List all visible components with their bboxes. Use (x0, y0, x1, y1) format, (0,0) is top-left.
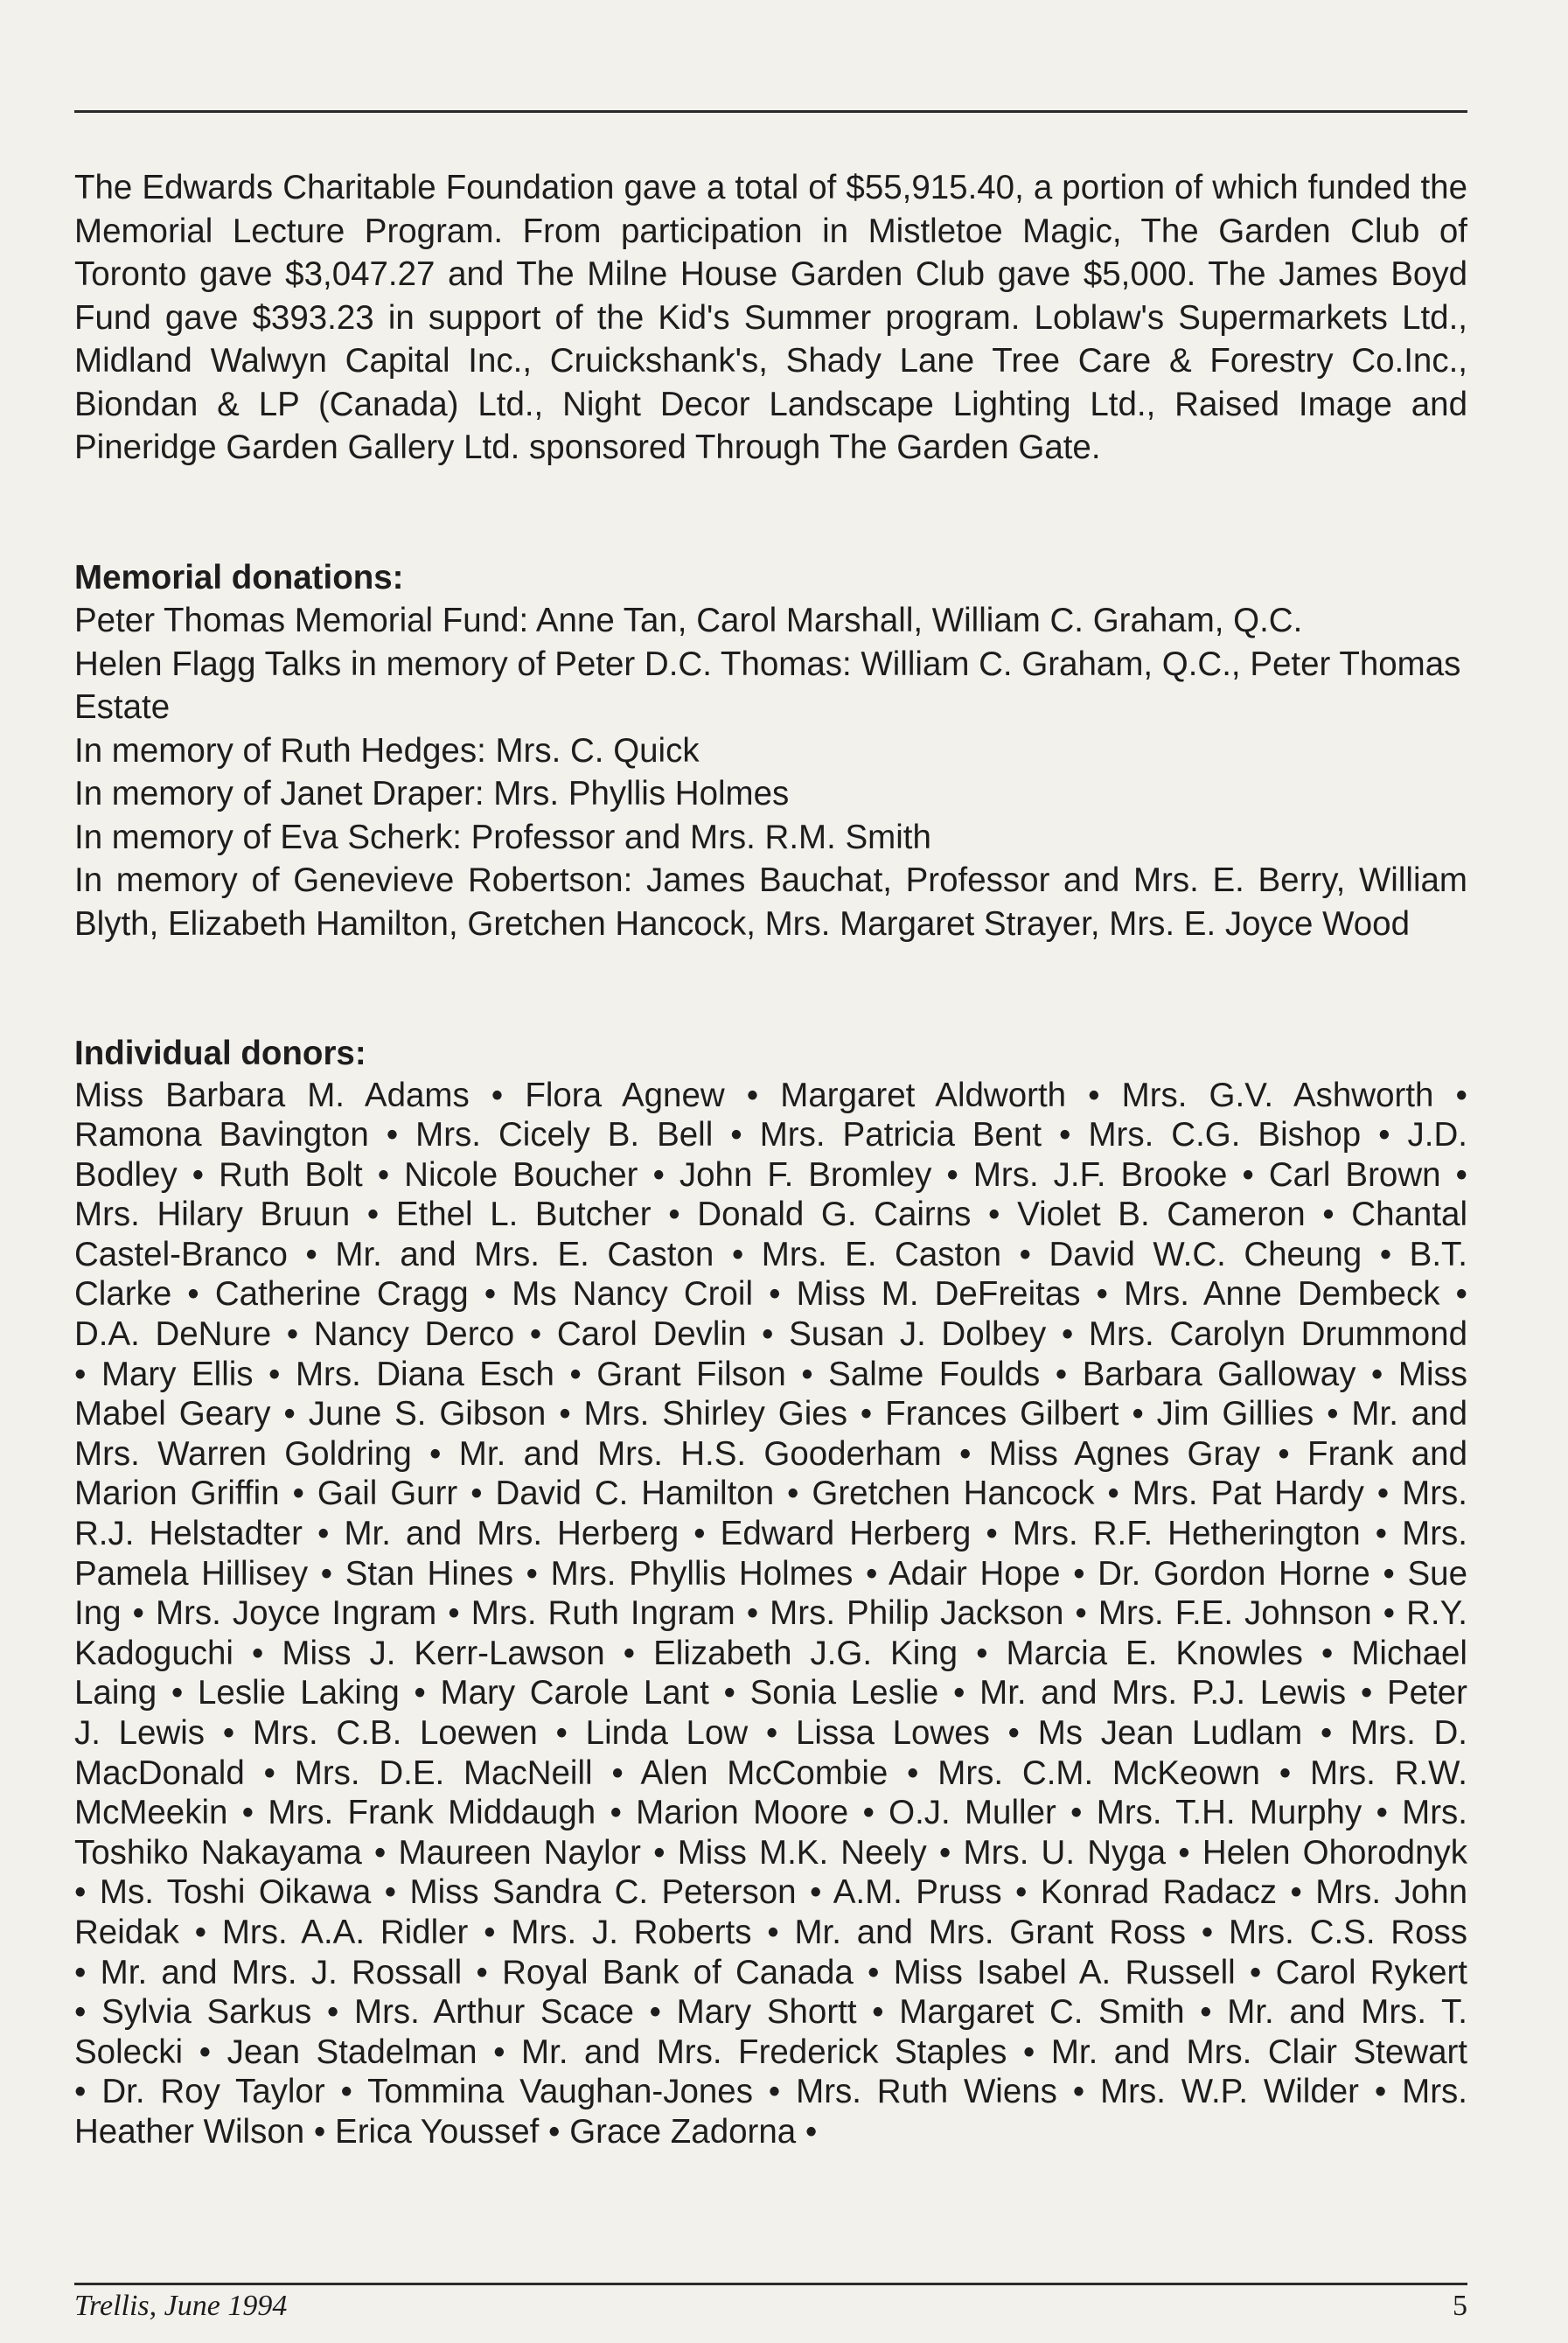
donor-line: Reidak • Mrs. A.A. Ridler • Mrs. J. Roberts • Mr. and Mrs. Grant Ross • Mrs. C.S. Ross (74, 1913, 1467, 1951)
individual-donors-list (74, 1076, 1467, 2152)
donor-line: Ing • Mrs. Joyce Ingram • Mrs. Ruth Ingram • Mrs. Philip Jackson • Mrs. F.E. Johnson • R.Y. (74, 1594, 1467, 1633)
publication-info: Trellis, June 1994 (74, 2290, 288, 2322)
donor-line: Marion Griffin • Gail Gurr • David C. Hamilton • Gretchen Hancock • Mrs. Pat Hardy • Mrs. (74, 1475, 1467, 1513)
donor-line: • Ms. Toshi Oikawa • Miss Sandra C. Peterson • A.M. Pruss • Konrad Radacz • Mrs. John (74, 1873, 1467, 1912)
memorial-line: In memory of Genevieve Robertson: James Bauchat, Professor and Mrs. E. Berry, William Blyth, Elizabeth Hamilton, Gretchen Hancock, Mrs. Margaret Strayer, Mrs. E. Joyce Wood (74, 861, 1467, 943)
donor-line: Clarke • Catherine Cragg • Ms Nancy Croil • Miss M. DeFreitas • Mrs. Anne Dembeck • (74, 1275, 1467, 1314)
donor-line: Castel-Branco • Mr. and Mrs. E. Caston • Mrs. E. Caston • David W.C. Cheung • B.T. (74, 1235, 1467, 1273)
memorial-line: Peter Thomas Memorial Fund: Anne Tan, Carol Marshall, William C. Graham, Q.C. (74, 602, 1303, 639)
donor-line: Laing • Leslie Laking • Mary Carole Lant • Sonia Leslie • Mr. and Mrs. P.J. Lewis • Peter (74, 1674, 1467, 1712)
memorial-donations-heading: Memorial donations: (74, 558, 404, 596)
donor-line: Solecki • Jean Stadelman • Mr. and Mrs. Frederick Staples • Mr. and Mrs. Clair Stewart (74, 2033, 1467, 2071)
donor-line: MacDonald • Mrs. D.E. MacNeill • Alen McCombie • Mrs. C.M. McKeown • Mrs. R.W. (74, 1754, 1467, 1792)
intro-paragraph: The Edwards Charitable Foundation gave a total of $55,915.40, a portion of which funded the Memorial Lecture Program. From participation in Mistletoe Magic, The Garden Club of Toronto gave $3,047.27 and The Milne House Garden Club gave $5,000. The James Boyd Fund gave $393.23 in support of the Kid's Summer program. Loblaw's Supermarkets Ltd., Midland Walwyn Capital Inc., Cruickshank's, Shady Lane Tree Care & Forestry Co.Inc., Biondan & LP (Canada) Ltd., Night Decor Landscape Lighting Ltd., Raised Image and Pineridge Garden Gallery Ltd. sponsored Through The Garden Gate. (74, 169, 1467, 466)
donor-line: Bodley • Ruth Bolt • Nicole Boucher • John F. Bromley • Mrs. J.F. Brooke • Carl Brown • (74, 1155, 1467, 1194)
memorial-line: In memory of Ruth Hedges: Mrs. C. Quick (74, 731, 700, 770)
donor-line: J. Lewis • Mrs. C.B. Loewen • Linda Low • Lissa Lowes • Ms Jean Ludlam • Mrs. D. (74, 1714, 1467, 1752)
donor-line: • Mr. and Mrs. J. Rossall • Royal Bank of Canada • Miss Isabel A. Russell • Carol Rykert (74, 1953, 1467, 1991)
donor-line: Mrs. Warren Goldring • Mr. and Mrs. H.S. Gooderham • Miss Agnes Gray • Frank and (74, 1434, 1467, 1473)
page-footer (74, 2290, 1467, 2323)
bottom-rule (74, 2283, 1467, 2285)
page-content (74, 166, 1467, 2152)
memorial-line: Helen Flagg Talks in memory of Peter D.C. Thomas: William C. Graham, Q.C., Peter Thomas Estate (74, 645, 1461, 726)
donor-line: Mrs. Hilary Bruun • Ethel L. Butcher • Donald G. Cairns • Violet B. Cameron • Chantal (74, 1196, 1467, 1234)
memorial-list (74, 599, 1467, 945)
page-number: 5 (1453, 2290, 1467, 2322)
donor-line: • Mary Ellis • Mrs. Diana Esch • Grant Filson • Salme Foulds • Barbara Galloway • Miss (74, 1355, 1467, 1393)
donor-line: • Dr. Roy Taylor • Tommina Vaughan-Jones • Mrs. Ruth Wiens • Mrs. W.P. Wilder • Mrs. (74, 2073, 1467, 2111)
donor-line: Pamela Hillisey • Stan Hines • Mrs. Phyllis Holmes • Adair Hope • Dr. Gordon Horne • Sue (74, 1554, 1467, 1593)
donor-line: Mabel Geary • June S. Gibson • Mrs. Shirley Gies • Frances Gilbert • Jim Gillies • Mr. and (74, 1395, 1467, 1433)
donor-line: McMeekin • Mrs. Frank Middaugh • Marion Moore • O.J. Muller • Mrs. T.H. Murphy • Mrs. (74, 1794, 1467, 1832)
donor-line: • Sylvia Sarkus • Mrs. Arthur Scace • Mary Shortt • Margaret C. Smith • Mr. and Mrs. T. (74, 1993, 1467, 2032)
donor-line: Toshiko Nakayama • Maureen Naylor • Miss M.K. Neely • Mrs. U. Nyga • Helen Ohorodnyk (74, 1833, 1467, 1872)
memorial-line: In memory of Janet Draper: Mrs. Phyllis Holmes (74, 775, 790, 812)
donor-line: Ramona Bavington • Mrs. Cicely B. Bell • Mrs. Patricia Bent • Mrs. C.G. Bishop • J.D. (74, 1116, 1467, 1154)
donor-line: Kadoguchi • Miss J. Kerr-Lawson • Elizabeth J.G. King • Marcia E. Knowles • Michael (74, 1634, 1467, 1672)
memorial-line: In memory of Eva Scherk: Professor and Mrs. R.M. Smith (74, 818, 931, 856)
donor-line: D.A. DeNure • Nancy Derco • Carol Devlin • Susan J. Dolbey • Mrs. Carolyn Drummond (74, 1315, 1467, 1354)
top-rule (74, 110, 1467, 113)
donor-line: Heather Wilson • Erica Youssef • Grace Zadorna • (74, 2112, 818, 2151)
donor-line: R.J. Helstadter • Mr. and Mrs. Herberg • Edward Herberg • Mrs. R.F. Hetherington • Mrs. (74, 1515, 1467, 1553)
individual-donors-heading: Individual donors: (74, 1035, 366, 1072)
donor-line: Miss Barbara M. Adams • Flora Agnew • Margaret Aldworth • Mrs. G.V. Ashworth • (74, 1076, 1467, 1114)
